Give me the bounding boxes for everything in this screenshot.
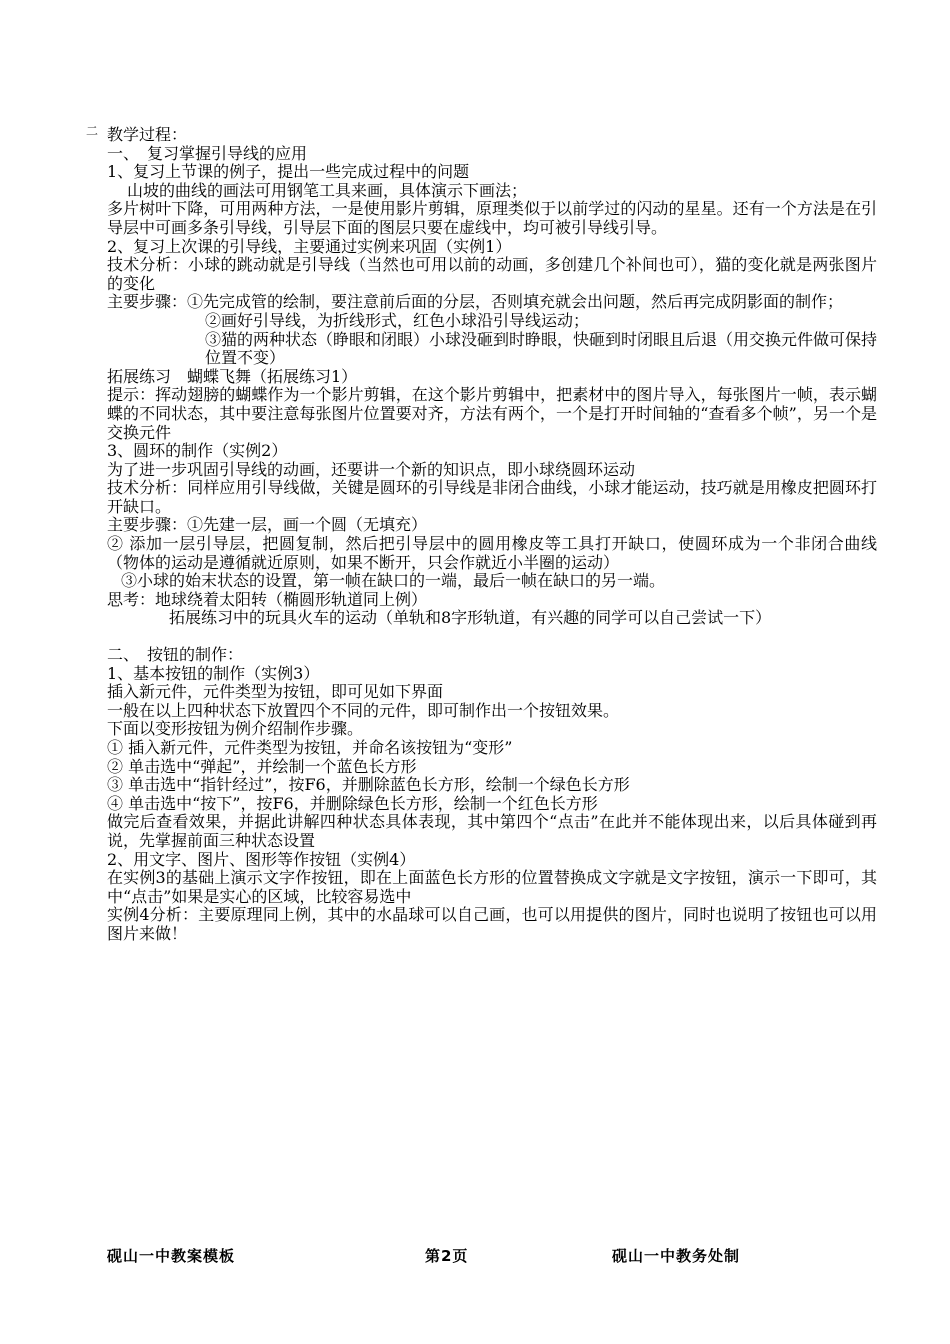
footer-page-number: 第2页 (425, 1247, 469, 1265)
doc-line: ③猫的两种状态（睁眼和闭眼）小球没砸到时睁眼，快砸到时闭眼且后退（用交换元件做可保持位置不变） (205, 329, 878, 368)
doc-line: ④ 单击选中“按下”，按F6，并删除绿色长方形，绘制一个红色长方形 (107, 793, 598, 813)
doc-line: 1、复习上节课的例子，提出一些完成过程中的问题 (107, 162, 470, 182)
doc-line: 山坡的曲线的画法可用钢笔工具来画，具体演示下画法； (127, 180, 528, 200)
doc-line: 2、复习上次课的引导线，主要通过实例来巩固（实例1） (107, 236, 512, 256)
doc-line: 一、 复习掌握引导线的应用 (107, 143, 308, 163)
doc-line: 拓展练习 蝴蝶飞舞（拓展练习1） (107, 366, 358, 386)
doc-line: ②画好引导线，为折线形式，红色小球沿引导线运动； (205, 310, 590, 330)
doc-line: 技术分析：小球的跳动就是引导线（当然也可用以前的动画，多创建几个补间也可），猫的变化就是两张图片的变化 (107, 255, 877, 293)
doc-line: 下面以变形按钮为例介绍制作步骤。 (107, 719, 364, 739)
footer-academic-office: 砚山一中教务处制 (612, 1247, 741, 1265)
doc-line: ③ 单击选中“指针经过”，按F6，并删除蓝色长方形，绘制一个绿色长方形 (107, 775, 630, 795)
footer-school-template: 砚山一中教案模板 (107, 1247, 236, 1265)
doc-line: 实例4分析：主要原理同上例，其中的水晶球可以自己画，也可以用提供的图片，同时也说明了按钮也可以用图片来做！ (107, 905, 877, 943)
doc-line: 1、基本按钮的制作（实例3） (107, 663, 320, 683)
doc-line: ② 单击选中“弹起”，并绘制一个蓝色长方形 (107, 756, 417, 776)
doc-line: ② 添加一层引导层，把圆复制，然后把引导层中的圆用橡皮等工具打开缺口，使圆环成为一个非闭合曲线（物体的运动是遵循就近原则，如果不断开，只会作就近小半圈的运动） (107, 534, 877, 572)
doc-line: 多片树叶下降，可用两种方法，一是使用影片剪辑，原理类似于以前学过的闪动的星星。还有一个方法是在引导层中可画多条引导线，引导层下面的图层只要在虚线中，均可被引导线引导。 (107, 199, 877, 237)
corner-mark: 二 (86, 124, 99, 138)
doc-line: 二、 按钮的制作： (107, 645, 244, 665)
doc-line: 做完后查看效果，并据此讲解四种状态具体表现，其中第四个“点击”在此并不能体现出来，以后具体碰到再说，先掌握前面三种状态设置 (107, 812, 877, 850)
doc-line: 提示：挥动翅膀的蝴蝶作为一个影片剪辑，在这个影片剪辑中，把素材中的图片导入，每张图片一帧，表示蝴蝶的不同状态，其中要注意每张图片位置要对齐，方法有两个，一个是打开时间轴的“查看多个帧”，另一个是交换元件 (107, 385, 877, 442)
doc-line: ③小球的始末状态的设置，第一帧在缺口的一端，最后一帧在缺口的另一端。 (121, 571, 666, 591)
doc-line: 主要步骤：①先建一层，画一个圆（无填充） (107, 515, 428, 535)
doc-line: 拓展练习中的玩具火车的运动（单轨和8字形轨道，有兴趣的同学可以自己尝试一下） (169, 608, 772, 628)
doc-line: 技术分析：同样应用引导线做，关键是圆环的引导线是非闭合曲线，小球才能运动，技巧就是用橡皮把圆环打开缺口。 (107, 478, 877, 516)
page-footer (0, 1245, 950, 1267)
doc-line: 2、用文字、图片、图形等作按钮（实例4） (107, 849, 416, 869)
blank-line (107, 628, 877, 646)
doc-line: 教学过程： (107, 125, 188, 144)
doc-line: 插入新元件，元件类型为按钮，即可见如下界面 (107, 682, 444, 702)
doc-line: 在实例3的基础上演示文字作按钮，即在上面蓝色长方形的位置替换成文字就是文字按钮，演示一下即可，其中“点击”如果是实心的区域，比较容易选中 (107, 868, 877, 906)
doc-line: 3、圆环的制作（实例2） (107, 441, 288, 461)
doc-line: ① 插入新元件，元件类型为按钮，并命名该按钮为“变形” (107, 738, 513, 757)
doc-line: 为了进一步巩固引导线的动画，还要讲一个新的知识点，即小球绕圆环运动 (107, 459, 636, 479)
doc-line: 一般在以上四种状态下放置四个不同的元件，即可制作出一个按钮效果。 (107, 700, 620, 720)
doc-line: 主要步骤：①先完成管的绘制，要注意前后面的分层，否则填充就会出问题，然后再完成阴影面的制作； (107, 292, 844, 312)
doc-line: 思考：地球绕着太阳转（椭圆形轨道同上例） (107, 589, 428, 609)
document-body (107, 126, 877, 944)
